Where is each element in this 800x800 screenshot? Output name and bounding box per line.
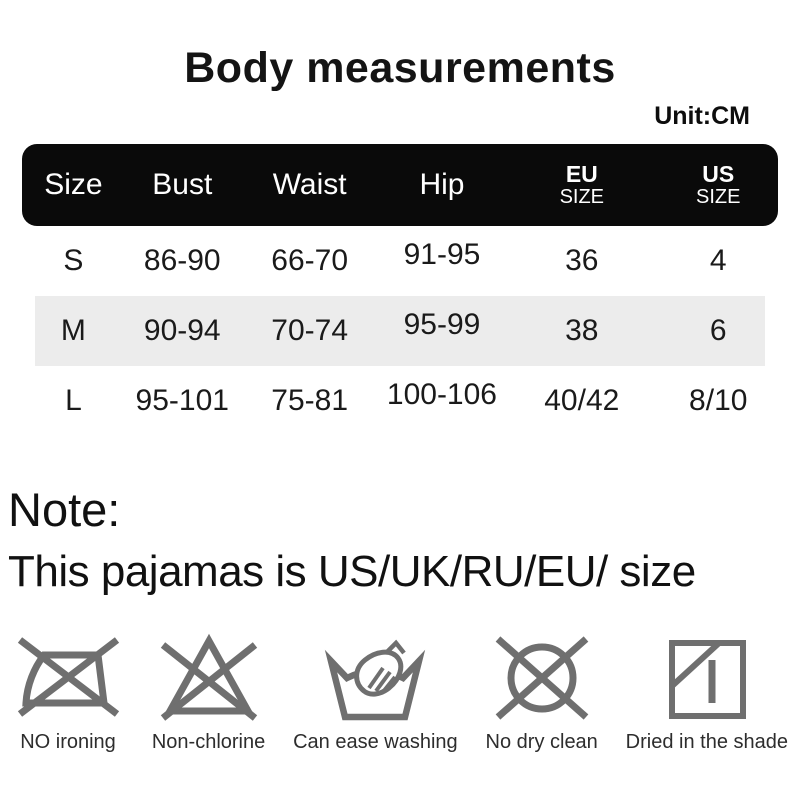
header-hip: Hip (419, 168, 465, 201)
note-heading: Note: (8, 483, 121, 536)
care-instructions-row (0, 631, 800, 754)
header-eu-sub: SIZE (559, 185, 605, 208)
page-title: Body measurements (184, 44, 616, 92)
cell-bust: 86-90 (143, 244, 221, 277)
header-us-main: US (702, 161, 735, 188)
non-chlorine-icon (158, 631, 260, 723)
table-row-s (22, 226, 778, 296)
cell-eu: 40/42 (544, 384, 620, 417)
care-item-no-ironing (12, 631, 124, 754)
dried-in-shade-icon (657, 631, 757, 723)
cell-hip: 91-95 (403, 238, 481, 271)
header-bust: Bust (152, 168, 213, 201)
care-item-non-chlorine (152, 631, 265, 754)
note-text: This pajamas is US/UK/RU/EU/ size (8, 547, 696, 596)
cell-waist: 70-74 (271, 314, 349, 347)
care-label: Dried in the shade (625, 731, 788, 753)
size-table-header (22, 144, 778, 226)
header-size: Size (44, 168, 103, 201)
cell-size: M (60, 314, 86, 347)
cell-eu: 36 (565, 244, 599, 277)
no-ironing-icon (12, 631, 124, 723)
table-row-l (22, 366, 778, 436)
cell-hip: 95-99 (403, 308, 481, 341)
care-item-hand-wash (293, 631, 458, 754)
size-table (22, 144, 778, 436)
care-label: Non-chlorine (151, 731, 266, 753)
cell-waist: 66-70 (271, 244, 349, 277)
care-item-dried-in-shade (626, 631, 788, 754)
header-us-size (659, 163, 777, 207)
cell-bust: 90-94 (143, 314, 221, 347)
cell-us: 6 (709, 314, 727, 347)
unit-label: Unit:CM (654, 102, 750, 130)
cell-hip: 100-106 (386, 378, 497, 411)
care-label: NO ironing (20, 731, 116, 753)
cell-size: L (65, 384, 82, 417)
header-waist: Waist (272, 168, 347, 201)
cell-size: S (63, 244, 84, 277)
care-item-no-dry-clean (486, 631, 598, 754)
header-eu-main: EU (565, 161, 598, 188)
header-us-sub: SIZE (696, 185, 741, 208)
cell-bust: 95-101 (135, 384, 229, 417)
care-label: No dry clean (485, 731, 598, 753)
no-dry-clean-icon (491, 631, 593, 723)
cell-us: 4 (709, 244, 727, 277)
cell-us: 8/10 (689, 384, 748, 417)
table-row-m (22, 296, 778, 366)
care-label: Can ease washing (293, 731, 458, 753)
cell-waist: 75-81 (271, 384, 349, 417)
header-eu-size (504, 163, 659, 207)
hand-wash-icon (324, 631, 426, 723)
cell-eu: 38 (565, 314, 599, 347)
note-section (8, 482, 800, 597)
